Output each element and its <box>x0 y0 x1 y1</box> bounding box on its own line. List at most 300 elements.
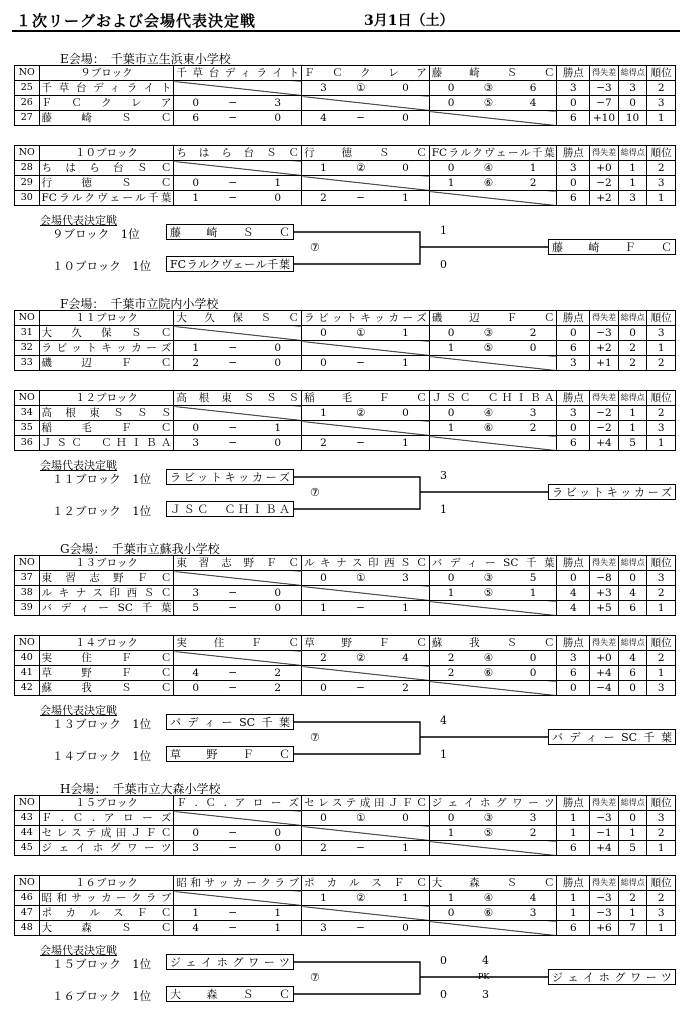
goals-for: 3 <box>618 81 647 96</box>
points: 3 <box>557 406 590 421</box>
goal-diff: −7 <box>590 96 619 111</box>
rank: 1 <box>647 601 676 616</box>
points: 6 <box>557 341 590 356</box>
team-name: バディーSC千葉 <box>39 601 174 616</box>
score-away: 1 <box>402 892 409 904</box>
match-marker: − <box>356 192 365 204</box>
score-home: 0 <box>447 327 455 339</box>
points: 3 <box>557 161 590 176</box>
points: 1 <box>557 891 590 906</box>
team-name: FCラルクヴェール千葉 <box>39 191 174 206</box>
team-number: 37 <box>15 571 40 586</box>
rank: 2 <box>647 651 676 666</box>
venue-name: F会場： 千葉市立院内小学校 <box>60 297 219 311</box>
score-home: 5 <box>192 602 200 614</box>
team-name: ラビットキッカーズ <box>39 341 174 356</box>
score-away: 2 <box>529 422 537 434</box>
col-header-goal-diff: 得失差 <box>590 391 619 406</box>
final-score: 0 <box>440 988 447 1001</box>
team-name: ポカルスＦＣ <box>39 906 174 921</box>
team-column-header: 蘇我ＳＣ <box>429 636 557 651</box>
goals-for: 5 <box>618 436 647 451</box>
score-away: 2 <box>529 827 537 839</box>
col-header-goal-diff: 得失差 <box>590 146 619 161</box>
points: 4 <box>557 586 590 601</box>
rank: 2 <box>647 826 676 841</box>
team-number: 25 <box>15 81 40 96</box>
match-marker: − <box>228 922 238 934</box>
block-winner-label: １６ブロック 1位 <box>52 989 152 1003</box>
col-header-points: 勝点 <box>557 556 590 571</box>
goal-diff: −4 <box>590 681 619 696</box>
team-number: 38 <box>15 586 40 601</box>
score-away: 2 <box>274 682 282 694</box>
finalist-team: バディーSC千葉 <box>166 714 294 730</box>
goals-for: 1 <box>618 176 647 191</box>
rank: 2 <box>647 586 676 601</box>
block-name: １１ブロック <box>39 311 174 326</box>
venue-winner: ラビットキッカーズ <box>548 484 676 500</box>
goals-for: 1 <box>618 406 647 421</box>
match-marker: ③ <box>483 82 494 94</box>
points: 0 <box>557 421 590 436</box>
page-title: １次リーグおよび会場代表決定戦 <box>16 12 257 30</box>
points: 6 <box>557 191 590 206</box>
points: 0 <box>557 681 590 696</box>
score-home: 1 <box>192 342 200 354</box>
col-header-rank: 順位 <box>647 146 676 161</box>
goals-for: 2 <box>618 356 647 371</box>
team-name: ＪＳＣ ＣＨＩＢＡ <box>39 436 174 451</box>
rep-final-label: 会場代表決定戦 <box>40 944 117 957</box>
final-score: 1 <box>440 224 447 237</box>
score-home: 0 <box>320 572 327 584</box>
venue-winner: バディーSC千葉 <box>548 729 676 745</box>
block-name: １３ブロック <box>39 556 174 571</box>
final-score: 1 <box>440 503 447 516</box>
match-marker: − <box>356 842 365 854</box>
match-marker: ② <box>356 652 366 664</box>
team-name: 高根東ＳＳＳ <box>39 406 174 421</box>
rank: 1 <box>647 191 676 206</box>
points: 6 <box>557 666 590 681</box>
points: 0 <box>557 571 590 586</box>
score-away: 1 <box>529 587 537 599</box>
goals-for: 1 <box>618 826 647 841</box>
goals-for: 10 <box>618 111 647 126</box>
rank: 3 <box>647 176 676 191</box>
rank: 3 <box>647 681 676 696</box>
team-number: 39 <box>15 601 40 616</box>
score-away: 0 <box>274 842 282 854</box>
goals-for: 3 <box>618 191 647 206</box>
col-header-points: 勝点 <box>557 876 590 891</box>
finalist-team: 草野ＦＣ <box>166 746 294 762</box>
goal-diff: +2 <box>590 191 619 206</box>
score-home: 1 <box>447 892 455 904</box>
team-name: ジェイホグワーツ <box>39 841 174 856</box>
finalist-team: ＪＳＣ ＣＨＩＢＡ <box>166 501 294 517</box>
col-header-points: 勝点 <box>557 311 590 326</box>
match-number: ⑦ <box>310 241 320 254</box>
match-marker: ① <box>356 327 366 339</box>
score-away: 3 <box>529 907 537 919</box>
finalist-team: 大森ＳＣ <box>166 986 294 1002</box>
match-marker: ⑥ <box>483 422 494 434</box>
score-away: 3 <box>529 407 537 419</box>
final-score: 3 <box>440 469 447 482</box>
match-marker: − <box>228 357 238 369</box>
points: 6 <box>557 921 590 936</box>
pk-label: PK <box>478 972 490 981</box>
team-column-header: 高根東ＳＳＳ <box>174 391 302 406</box>
score-away: 0 <box>402 812 409 824</box>
match-marker: − <box>228 342 238 354</box>
team-name: 行徳ＳＣ <box>39 176 174 191</box>
col-header-goals-for: 総得点 <box>618 796 647 811</box>
block-name: １０ブロック <box>39 146 174 161</box>
match-marker: − <box>228 602 238 614</box>
score-home: 4 <box>192 922 200 934</box>
score-home: 0 <box>320 357 327 369</box>
score-away: 4 <box>529 892 537 904</box>
score-home: 3 <box>192 437 200 449</box>
team-number: 45 <box>15 841 40 856</box>
team-number: 47 <box>15 906 40 921</box>
score-away: 4 <box>402 652 409 664</box>
team-column-header: 大森ＳＣ <box>429 876 557 891</box>
finalist-team: ジェイホグワーツ <box>166 954 294 970</box>
col-header-no: NO <box>15 311 40 326</box>
score-away: 0 <box>402 112 409 124</box>
team-column-header: ちはら台ＳＣ <box>174 146 302 161</box>
col-header-goal-diff: 得失差 <box>590 66 619 81</box>
col-header-goal-diff: 得失差 <box>590 311 619 326</box>
block-name: １６ブロック <box>39 876 174 891</box>
points: 0 <box>557 96 590 111</box>
rank: 3 <box>647 811 676 826</box>
goals-for: 0 <box>618 571 647 586</box>
col-header-no: NO <box>15 66 40 81</box>
score-away: 1 <box>402 357 409 369</box>
team-column-header: 大久保ＳＣ <box>174 311 302 326</box>
score-home: 2 <box>447 652 455 664</box>
goals-for: 5 <box>618 841 647 856</box>
score-away: 3 <box>402 572 409 584</box>
points: 1 <box>557 906 590 921</box>
team-number: 42 <box>15 681 40 696</box>
score-home: 4 <box>192 667 200 679</box>
rank: 1 <box>647 111 676 126</box>
score-away: 1 <box>529 162 537 174</box>
team-number: 41 <box>15 666 40 681</box>
team-column-header: 稲毛ＦＣ <box>302 391 430 406</box>
goal-diff: −8 <box>590 571 619 586</box>
team-column-header: 草野ＦＣ <box>302 636 430 651</box>
goal-diff: +3 <box>590 586 619 601</box>
score-away: 0 <box>402 922 409 934</box>
goal-diff: +0 <box>590 161 619 176</box>
goal-diff: +4 <box>590 666 619 681</box>
col-header-points: 勝点 <box>557 146 590 161</box>
score-home: 0 <box>447 162 455 174</box>
score-home: 0 <box>192 97 200 109</box>
score-home: 2 <box>192 357 200 369</box>
match-marker: ③ <box>483 812 494 824</box>
col-header-rank: 順位 <box>647 636 676 651</box>
team-name: 千草台ディライト <box>39 81 174 96</box>
venue-name: E会場： 千葉市立生浜東小学校 <box>60 52 231 66</box>
goal-diff: +5 <box>590 601 619 616</box>
rank: 2 <box>647 161 676 176</box>
goals-for: 2 <box>618 891 647 906</box>
team-column-header: ジェイホグワーツ <box>429 796 557 811</box>
score-home: 6 <box>192 112 200 124</box>
venue-winner: 藤崎ＦＣ <box>548 239 676 255</box>
goals-for: 0 <box>618 811 647 826</box>
score-home: 3 <box>192 587 200 599</box>
score-away: 0 <box>274 342 282 354</box>
team-column-header: 行徳ＳＣ <box>302 146 430 161</box>
match-marker: ⑥ <box>483 667 494 679</box>
score-home: 0 <box>447 407 455 419</box>
col-header-goals-for: 総得点 <box>618 311 647 326</box>
rank: 2 <box>647 406 676 421</box>
score-home: 0 <box>192 422 200 434</box>
team-number: 43 <box>15 811 40 826</box>
team-column-header: 東習志野ＦＣ <box>174 556 302 571</box>
block-name: ９ブロック <box>39 66 174 81</box>
team-number: 48 <box>15 921 40 936</box>
score-home: 0 <box>192 177 200 189</box>
score-home: 2 <box>320 842 327 854</box>
final-score: 4 <box>440 714 447 727</box>
pk-score: 4 <box>482 954 489 967</box>
score-away: 0 <box>274 192 282 204</box>
venue-name: H会場： 千葉市立大森小学校 <box>60 782 221 796</box>
score-home: 1 <box>192 192 200 204</box>
points: 6 <box>557 111 590 126</box>
finalist-team: FCラルクヴェール千葉 <box>166 256 294 272</box>
goals-for: 6 <box>618 666 647 681</box>
col-header-points: 勝点 <box>557 66 590 81</box>
match-marker: − <box>356 682 365 694</box>
event-date: 3月1日（土） <box>364 13 454 29</box>
team-number: 33 <box>15 356 40 371</box>
match-marker: ① <box>356 812 366 824</box>
score-away: 2 <box>529 327 537 339</box>
bracket-path <box>294 962 548 994</box>
score-home: 3 <box>320 82 327 94</box>
team-number: 34 <box>15 406 40 421</box>
score-home: 0 <box>320 682 327 694</box>
score-away: 2 <box>529 177 537 189</box>
match-marker: − <box>356 112 365 124</box>
match-marker: − <box>228 907 238 919</box>
goal-diff: +2 <box>590 341 619 356</box>
team-name: 昭和サッカークラブ <box>39 891 174 906</box>
match-number: ⑦ <box>310 971 320 984</box>
goals-for: 1 <box>618 161 647 176</box>
rank: 1 <box>647 666 676 681</box>
score-home: 2 <box>447 667 455 679</box>
score-home: 0 <box>447 572 455 584</box>
score-home: 0 <box>320 327 327 339</box>
goal-diff: −3 <box>590 811 619 826</box>
team-number: 46 <box>15 891 40 906</box>
team-number: 44 <box>15 826 40 841</box>
team-number: 36 <box>15 436 40 451</box>
points: 3 <box>557 81 590 96</box>
team-name: ルキナス印西ＳＣ <box>39 586 174 601</box>
score-home: 0 <box>447 82 455 94</box>
match-number: ⑦ <box>310 731 320 744</box>
team-column-header: Ｆ.Ｃ.アローズ <box>174 796 302 811</box>
score-away: 2 <box>402 682 409 694</box>
score-away: 1 <box>274 177 282 189</box>
block-winner-label: １２ブロック 1位 <box>52 504 152 518</box>
goals-for: 4 <box>618 651 647 666</box>
score-home: 0 <box>447 812 455 824</box>
rep-final-label: 会場代表決定戦 <box>40 704 117 717</box>
score-away: 0 <box>274 357 282 369</box>
team-column-header: ラビットキッカーズ <box>302 311 430 326</box>
score-away: 2 <box>274 667 282 679</box>
team-column-header: FCラルクヴェール千葉 <box>429 146 557 161</box>
team-column-header: 藤崎ＳＣ <box>429 66 557 81</box>
match-marker: ② <box>356 162 366 174</box>
match-marker: − <box>228 587 238 599</box>
score-away: 3 <box>529 812 537 824</box>
goals-for: 0 <box>618 326 647 341</box>
team-column-header: セレステ成田ＪＦＣ <box>302 796 430 811</box>
match-marker: ⑤ <box>483 342 494 354</box>
match-marker: − <box>228 112 238 124</box>
match-marker: − <box>228 192 238 204</box>
goals-for: 4 <box>618 586 647 601</box>
col-header-goal-diff: 得失差 <box>590 556 619 571</box>
score-away: 1 <box>402 602 409 614</box>
score-away: 1 <box>402 437 409 449</box>
points: 0 <box>557 176 590 191</box>
match-marker: ⑥ <box>483 907 494 919</box>
team-name: 実住ＦＣ <box>39 651 174 666</box>
goal-diff: +4 <box>590 436 619 451</box>
team-number: 30 <box>15 191 40 206</box>
points: 6 <box>557 841 590 856</box>
col-header-points: 勝点 <box>557 391 590 406</box>
score-home: 0 <box>320 812 327 824</box>
team-name: 磯辺ＦＣ <box>39 356 174 371</box>
block-winner-label: １１ブロック 1位 <box>52 472 152 486</box>
score-home: 2 <box>320 437 327 449</box>
match-marker: − <box>228 682 238 694</box>
score-away: 1 <box>402 327 409 339</box>
rank: 3 <box>647 326 676 341</box>
team-name: 東習志野ＦＣ <box>39 571 174 586</box>
team-column-header: ルキナス印西ＳＣ <box>302 556 430 571</box>
col-header-goal-diff: 得失差 <box>590 796 619 811</box>
col-header-rank: 順位 <box>647 391 676 406</box>
goal-diff: −2 <box>590 176 619 191</box>
col-header-no: NO <box>15 636 40 651</box>
score-away: 0 <box>274 827 282 839</box>
rank: 1 <box>647 341 676 356</box>
score-away: 1 <box>402 842 409 854</box>
score-home: 3 <box>320 922 327 934</box>
col-header-no: NO <box>15 391 40 406</box>
team-name: 藤崎ＳＣ <box>39 111 174 126</box>
col-header-rank: 順位 <box>647 556 676 571</box>
goal-diff: −3 <box>590 81 619 96</box>
col-header-goal-diff: 得失差 <box>590 636 619 651</box>
team-number: 32 <box>15 341 40 356</box>
match-marker: − <box>228 667 238 679</box>
block-winner-label: １５ブロック 1位 <box>52 957 152 971</box>
team-name: Ｆ.Ｃ.アローズ <box>39 811 174 826</box>
goal-diff: +10 <box>590 111 619 126</box>
score-away: 0 <box>402 407 409 419</box>
final-score: 1 <box>440 748 447 761</box>
team-number: 35 <box>15 421 40 436</box>
score-away: 0 <box>529 667 537 679</box>
col-header-goals-for: 総得点 <box>618 556 647 571</box>
score-home: 1 <box>447 587 455 599</box>
match-marker: − <box>228 827 238 839</box>
score-away: 1 <box>274 422 282 434</box>
match-marker: ③ <box>483 572 494 584</box>
team-number: 40 <box>15 651 40 666</box>
team-column-header: ポカルスＦＣ <box>302 876 430 891</box>
score-home: 1 <box>447 342 455 354</box>
points: 1 <box>557 811 590 826</box>
rep-final-label: 会場代表決定戦 <box>40 459 117 472</box>
pk-score: 3 <box>482 988 489 1001</box>
match-marker: − <box>228 842 238 854</box>
match-marker: ② <box>356 407 366 419</box>
rank: 1 <box>647 921 676 936</box>
score-away: 0 <box>529 652 537 664</box>
score-home: 1 <box>447 827 455 839</box>
score-home: 3 <box>192 842 200 854</box>
rank: 3 <box>647 96 676 111</box>
score-home: 1 <box>320 602 327 614</box>
finalist-team: ラビットキッカーズ <box>166 469 294 485</box>
col-header-points: 勝点 <box>557 796 590 811</box>
final-score: 0 <box>440 258 447 271</box>
match-marker: − <box>228 437 238 449</box>
points: 3 <box>557 651 590 666</box>
score-away: 1 <box>274 922 282 934</box>
col-header-rank: 順位 <box>647 311 676 326</box>
block-winner-label: ９ブロック 1位 <box>52 227 140 241</box>
goal-diff: +0 <box>590 651 619 666</box>
points: 4 <box>557 601 590 616</box>
team-column-header: バディーSC千葉 <box>429 556 557 571</box>
match-marker: ⑥ <box>483 177 494 189</box>
score-away: 0 <box>274 602 282 614</box>
score-home: 0 <box>192 827 200 839</box>
match-marker: ② <box>356 892 366 904</box>
col-header-no: NO <box>15 796 40 811</box>
team-column-header: ＦＣクレア <box>302 66 430 81</box>
match-marker: ⑤ <box>483 97 494 109</box>
points: 0 <box>557 326 590 341</box>
score-home: 1 <box>192 907 200 919</box>
team-number: 29 <box>15 176 40 191</box>
goals-for: 1 <box>618 906 647 921</box>
rank: 3 <box>647 571 676 586</box>
